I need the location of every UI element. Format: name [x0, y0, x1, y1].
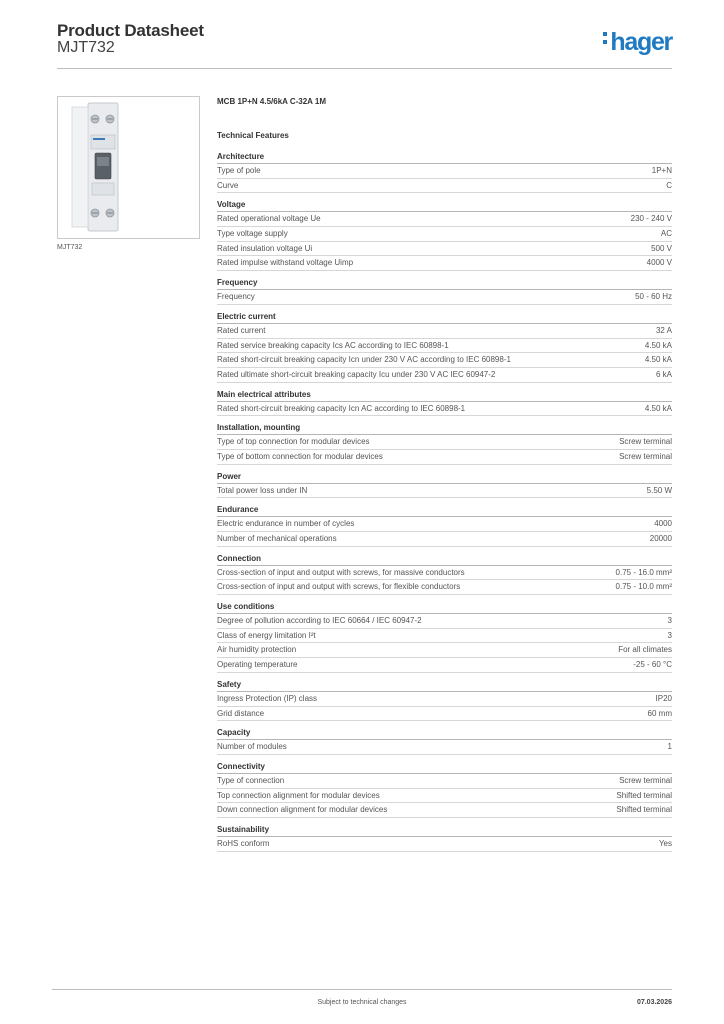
- spec-value: 3: [667, 616, 672, 626]
- spec-value: 5.50 W: [646, 485, 672, 495]
- section-title: Safety: [217, 679, 672, 692]
- spec-label: Number of mechanical operations: [217, 534, 337, 543]
- spec-row: [217, 324, 672, 339]
- spec-value: Shifted terminal: [616, 805, 672, 815]
- spec-row: [217, 517, 672, 532]
- section: [217, 679, 672, 721]
- logo-dots-icon: [603, 28, 608, 48]
- spec-label: Rated impulse withstand voltage Uimp: [217, 258, 354, 268]
- feature-sections: [217, 151, 672, 852]
- section: [217, 601, 672, 673]
- section: [217, 504, 672, 546]
- section: [217, 311, 672, 383]
- section: [217, 727, 672, 755]
- spec-row: [217, 658, 672, 673]
- section-title: Electric current: [217, 311, 672, 324]
- spec-row: [217, 692, 672, 707]
- spec-row: [217, 532, 672, 547]
- spec-label: Rated ultimate short-circuit breaking capacity Icu under 230 V AC IEC 60947-2: [217, 369, 496, 379]
- spec-label: Rated short-circuit breaking capacity Icn under 230 V AC according to IEC 60898-1: [217, 355, 511, 365]
- header-divider: [57, 68, 672, 69]
- spec-label: Rated insulation voltage Ui: [217, 243, 313, 253]
- spec-label: Down connection alignment for modular devices: [217, 805, 388, 815]
- spec-value: -25 - 60 °C: [633, 660, 672, 670]
- spec-value: 0.75 - 10.0 mm²: [615, 582, 672, 592]
- spec-label: Rated short-circuit breaking capacity Icn AC according to IEC 60898-1: [217, 403, 466, 413]
- spec-row: [217, 290, 672, 305]
- spec-label: Rated service breaking capacity Ics AC according to IEC 60898-1: [217, 340, 449, 350]
- spec-row: [217, 256, 672, 271]
- section-title: Connection: [217, 553, 672, 566]
- product-reference: MJT732: [57, 39, 115, 56]
- spec-value: 1: [667, 742, 672, 752]
- spec-label: Frequency: [217, 292, 255, 302]
- spec-value: Screw terminal: [619, 775, 672, 785]
- spec-row: [217, 164, 672, 179]
- spec-label: Class of energy limitation I²t: [217, 630, 316, 640]
- spec-label: Type of bottom connection for modular devices: [217, 451, 383, 461]
- section: [217, 553, 672, 595]
- footer-note: Subject to technical changes: [317, 999, 407, 1006]
- spec-label: Type of top connection for modular devices: [217, 437, 370, 447]
- spec-row: [217, 227, 672, 242]
- section-title: Endurance: [217, 504, 672, 517]
- spec-row: [217, 435, 672, 450]
- section-title: Power: [217, 471, 672, 484]
- spec-label: Number of modules: [217, 742, 287, 752]
- spec-value: 32 A: [655, 325, 672, 335]
- spec-label: Type of connection: [217, 775, 285, 785]
- spec-label: Cross-section of input and output with screws, for flexible conductors: [217, 582, 461, 592]
- section: [217, 471, 672, 499]
- section-title: Sustainability: [217, 824, 672, 837]
- hager-logo: [603, 28, 672, 57]
- spec-label: Type of pole: [217, 166, 261, 175]
- section-title: Capacity: [217, 727, 672, 740]
- product-image: [57, 96, 200, 239]
- spec-value: 0.75 - 16.0 mm²: [615, 567, 672, 577]
- datasheet-content: [217, 96, 672, 858]
- spec-row: [217, 774, 672, 789]
- spec-value: 3: [667, 630, 672, 640]
- spec-label: Grid distance: [217, 708, 265, 718]
- spec-label: Total power loss under IN: [217, 485, 308, 495]
- spec-row: [217, 368, 672, 383]
- product-title: MCB 1P+N 4.5/6kA C-32A 1M: [217, 97, 326, 106]
- spec-label: Cross-section of input and output with screws, for massive conductors: [217, 567, 465, 577]
- section: [217, 389, 672, 417]
- section-title: Frequency: [217, 277, 672, 290]
- footer-date: 07.03.2026: [636, 999, 672, 1006]
- spec-row: [217, 179, 672, 194]
- spec-value: Screw terminal: [619, 437, 672, 447]
- spec-row: [217, 339, 672, 354]
- spec-row: [217, 450, 672, 465]
- spec-label: Rated current: [217, 325, 266, 335]
- spec-label: Degree of pollution according to IEC 60664 / IEC 60947-2: [217, 616, 422, 626]
- spec-value: 4000 V: [646, 258, 672, 268]
- spec-label: Ingress Protection (IP) class: [217, 693, 318, 703]
- spec-row: [217, 740, 672, 755]
- spec-label: Rated operational voltage Ue: [217, 214, 321, 224]
- spec-row: [217, 789, 672, 804]
- spec-value: 500 V: [651, 243, 672, 253]
- spec-label: Top connection alignment for modular devices: [217, 790, 380, 800]
- section-title: Use conditions: [217, 601, 672, 614]
- features-heading: Technical Features: [217, 131, 289, 140]
- spec-row: [217, 242, 672, 257]
- spec-row: [217, 629, 672, 644]
- spec-value: 6 kA: [655, 369, 672, 379]
- spec-value: 230 - 240 V: [630, 214, 672, 224]
- brand-name: hager: [610, 28, 672, 56]
- spec-row: [217, 803, 672, 818]
- spec-value: IP20: [655, 693, 672, 703]
- spec-row: [217, 707, 672, 722]
- spec-row: [217, 212, 672, 227]
- image-caption: MJT732: [57, 244, 83, 251]
- spec-value: 4.50 kA: [644, 340, 672, 350]
- spec-label: RoHS conform: [217, 838, 270, 848]
- section-title: Installation, mounting: [217, 422, 672, 435]
- spec-row: [217, 353, 672, 368]
- section: [217, 824, 672, 852]
- spec-value: 4.50 kA: [644, 403, 672, 413]
- spec-row: [217, 484, 672, 499]
- spec-value: 20000: [649, 534, 672, 543]
- spec-row: [217, 566, 672, 581]
- section-title: Architecture: [217, 151, 672, 164]
- spec-value: Screw terminal: [619, 451, 672, 461]
- section: [217, 151, 672, 193]
- spec-label: Operating temperature: [217, 660, 298, 670]
- spec-row: [217, 837, 672, 852]
- spec-value: For all climates: [618, 645, 672, 655]
- section-title: Voltage: [217, 199, 672, 212]
- spec-value: C: [666, 180, 672, 190]
- spec-value: Yes: [658, 838, 672, 848]
- section-title: Main electrical attributes: [217, 389, 672, 402]
- spec-value: 60 mm: [647, 708, 672, 718]
- spec-value: 4000: [654, 519, 672, 529]
- spec-value: 4.50 kA: [644, 355, 672, 365]
- section-title: Connectivity: [217, 761, 672, 774]
- spec-row: [217, 580, 672, 595]
- spec-label: Curve: [217, 180, 239, 190]
- section: [217, 761, 672, 818]
- footer-divider: [52, 989, 672, 990]
- spec-label: Type voltage supply: [217, 229, 288, 239]
- spec-label: Electric endurance in number of cycles: [217, 519, 355, 529]
- spec-value: Shifted terminal: [616, 790, 672, 800]
- page-title: Product Datasheet: [57, 21, 204, 40]
- spec-value: 1P+N: [651, 166, 672, 175]
- section: [217, 277, 672, 305]
- circuit-breaker-illustration: [58, 97, 199, 238]
- spec-value: AC: [660, 229, 672, 239]
- section: [217, 422, 672, 464]
- spec-label: Air humidity protection: [217, 645, 297, 655]
- spec-row: [217, 643, 672, 658]
- section: [217, 199, 672, 271]
- spec-row: [217, 402, 672, 417]
- spec-row: [217, 614, 672, 629]
- spec-value: 50 - 60 Hz: [635, 292, 672, 302]
